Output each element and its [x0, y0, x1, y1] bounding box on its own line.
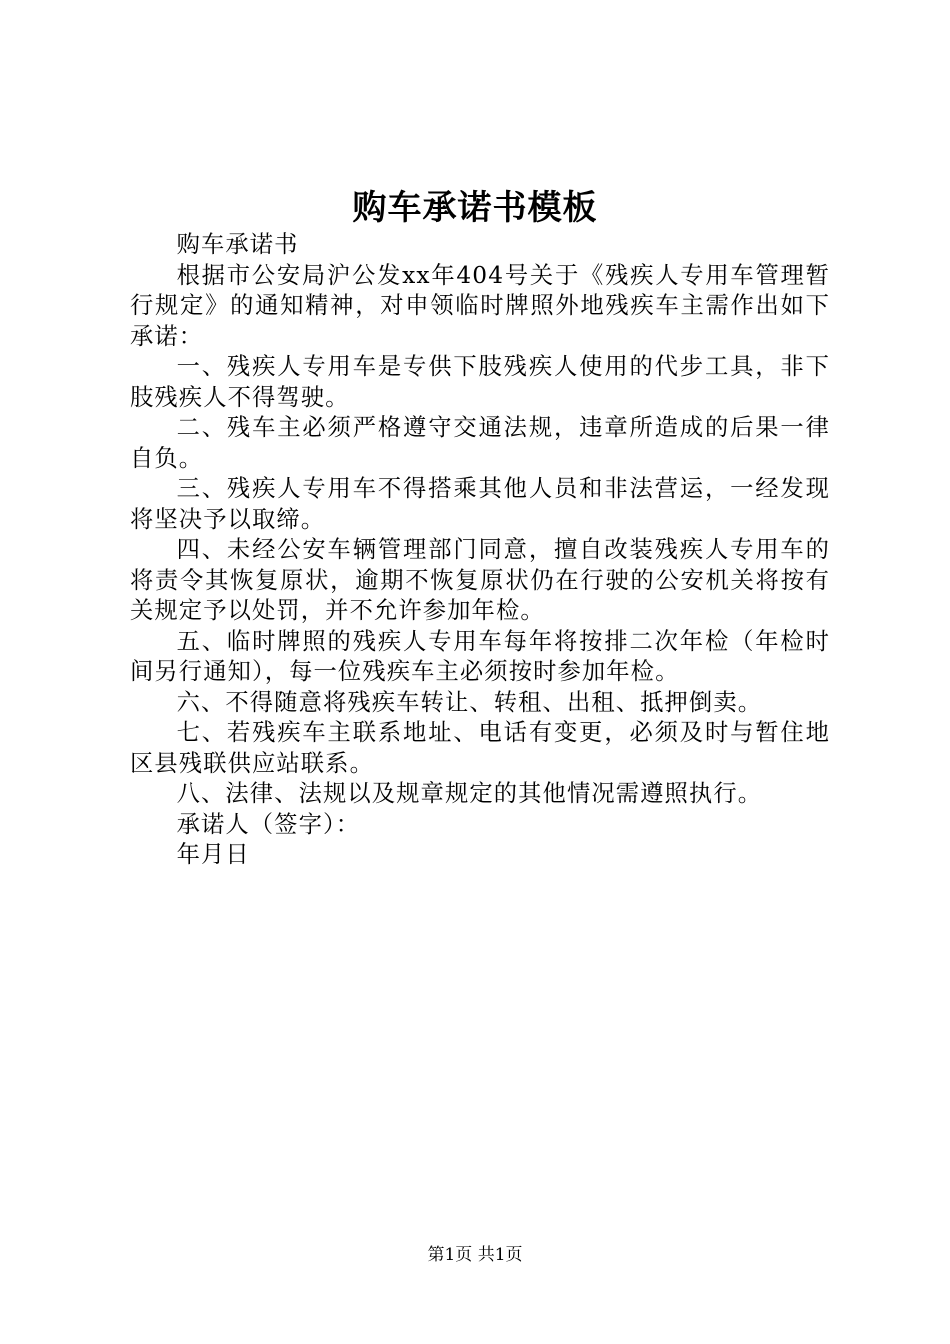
document-body: [130, 230, 830, 871]
paragraph-item-3: 三、残疾人专用车不得搭乘其他人员和非法营运，一经发现将坚决予以取缔。: [130, 475, 830, 533]
paragraph-item-4: 四、未经公安车辆管理部门同意，擅自改装残疾人专用车的将责令其恢复原状，逾期不恢复原状仍在行驶的公安机关将按有关规定予以处罚，并不允许参加年检。: [130, 536, 830, 624]
paragraph-item-2: 二、残车主必须严格遵守交通法规，违章所造成的后果一律自负。: [130, 414, 830, 472]
paragraph-item-5: 五、临时牌照的残疾人专用车每年将按排二次年检（年检时间另行通知），每一位残疾车主必须按时参加年检。: [130, 627, 830, 685]
paragraph-item-7: 七、若残疾车主联系地址、电话有变更，必须及时与暂住地区县残联供应站联系。: [130, 719, 830, 777]
paragraph-intro: 根据市公安局沪公发xx年404号关于《残疾人专用车管理暂行规定》的通知精神，对申领临时牌照外地残疾车主需作出如下承诺：: [130, 261, 830, 350]
paragraph-item-6: 六、不得随意将残疾车转让、转租、出租、抵押倒卖。: [176, 688, 763, 716]
document-title: 购车承诺书模板: [352, 188, 598, 228]
paragraph-item-8: 八、法律、法规以及规章规定的其他情况需遵照执行。: [176, 780, 763, 807]
signature-line: 承诺人（签字）：: [176, 810, 361, 838]
date-line: 年月日: [176, 841, 250, 868]
paragraph-heading: 购车承诺书: [176, 231, 299, 258]
paragraph-item-1: 一、残疾人专用车是专供下肢残疾人使用的代步工具，非下肢残疾人不得驾驶。: [130, 353, 830, 411]
page-footer: 第1页 共1页: [427, 1245, 523, 1265]
